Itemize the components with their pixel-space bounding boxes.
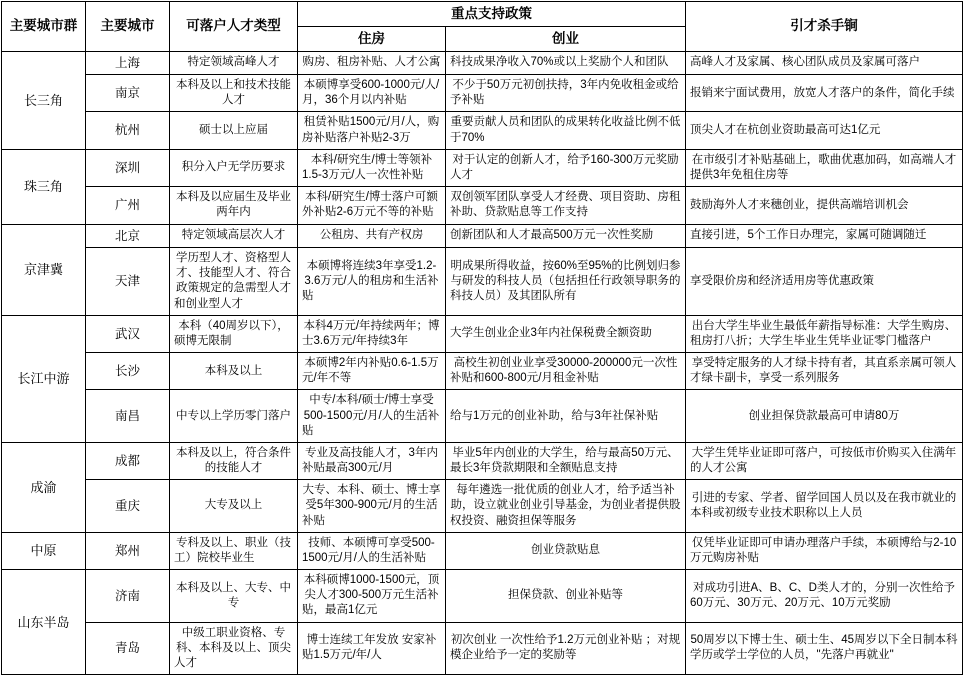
table-header-row-1 [2, 2, 963, 27]
cell-recruit-trump-card: 出台大学生毕业生最低年薪指导标准：大学生购房、租房打八折；大学生毕业生凭毕业证零门槛落户 [686, 315, 963, 352]
table-header [2, 2, 963, 52]
cell-city: 广州 [86, 187, 170, 224]
cell-housing-policy: 本科/研究生/博士落户可额外补贴2-6万元不等的补贴 [298, 187, 446, 224]
cell-recruit-trump-card: 鼓励海外人才来穗创业，提供高端培训机会 [686, 187, 963, 224]
cell-housing-policy: 博士连续工年发放 安家补贴1.5万元/年/人 [298, 622, 446, 675]
cell-city: 天津 [86, 248, 170, 316]
cell-startup-policy: 双创领军团队享受人才经费、项目资助、房租补助、贷款贴息等工作支持 [446, 187, 686, 224]
cell-talent-type: 特定领域高峰人才 [170, 51, 298, 75]
cell-cluster: 京津冀 [2, 224, 86, 315]
cell-startup-policy: 大学生创业企业3年内社保税费全额资助 [446, 315, 686, 352]
cell-recruit-trump-card: 创业担保贷款最高可申请80万 [686, 390, 963, 443]
cell-startup-policy: 毕业5年内创业的大学生，给与最高50万元、最长3年贷款期限和全额贴息支持 [446, 442, 686, 479]
cell-recruit-trump-card: 顶尖人才在杭创业资助最高可达1亿元 [686, 112, 963, 149]
cell-cluster: 珠三角 [2, 149, 86, 224]
cell-startup-policy: 明成果所得收益，按60%至95%的比例划归参与研发的科技人员（包括担任行政领导职务的科技人员）及其团队所有 [446, 248, 686, 316]
cell-talent-type: 中级工职业资格、专科、本科及以上、顶尖人才 [170, 622, 298, 675]
cell-talent-type: 专科及以上、职业（技工）院校毕业生 [170, 532, 298, 569]
cell-housing-policy: 本科4万元/年持续两年；博士3.6万元/年持续3年 [298, 315, 446, 352]
table-row [2, 51, 963, 75]
cell-talent-type: 本科及以应届生及毕业两年内 [170, 187, 298, 224]
cell-talent-type: 硕士以上应届 [170, 112, 298, 149]
cell-city: 长沙 [86, 353, 170, 390]
cell-talent-type: 学历型人才、资格型人才、技能型人才、符合政策规定的急需型人才和创业型人才 [170, 248, 298, 316]
cell-recruit-trump-card: 直接引进，5个工作日办理完，家属可随调随迁 [686, 224, 963, 248]
header-cluster: 主要城市群 [2, 2, 86, 52]
cell-recruit-trump-card: 引进的专家、学者、留学回国人员以及在我市就业的本科或初级专业技术职称以上人员 [686, 480, 963, 533]
cell-cluster: 成渝 [2, 442, 86, 532]
cell-housing-policy: 本科/研究生/博士等领补1.5-3万元/人一次性补贴 [298, 149, 446, 186]
header-housing: 住房 [298, 26, 446, 51]
cell-recruit-trump-card: 在市级引才补贴基础上，歌曲优惠加码，如高端人才提供3年免租住房等 [686, 149, 963, 186]
cell-startup-policy: 高校生初创业业享受30000-200000元一次性补贴和600-800元/月租金补贴 [446, 353, 686, 390]
table-row [2, 570, 963, 623]
table-row [2, 480, 963, 533]
table-row [2, 532, 963, 569]
cell-recruit-trump-card: 50周岁以下博士生、硕士生、45周岁以下全日制本科学历或学士学位的人员，"先落户再就业" [686, 622, 963, 675]
cell-housing-policy: 本硕博享受600-1000元/人/月，36个月以内补贴 [298, 75, 446, 112]
cell-city: 上海 [86, 51, 170, 75]
header-startup: 创业 [446, 26, 686, 51]
table-row [2, 390, 963, 443]
cell-startup-policy: 给与1万元的创业补助，给与3年社保补贴 [446, 390, 686, 443]
cell-city: 北京 [86, 224, 170, 248]
talent-policy-table [1, 1, 963, 675]
cell-housing-policy: 大专、本科、硕士、博士享受5年300-900元/月的生活补贴 [298, 480, 446, 533]
cell-recruit-trump-card: 对成功引进A、B、C、D类人才的，分别一次性给予60万元、30万元、20万元、10万元奖励 [686, 570, 963, 623]
cell-talent-type: 本科及以上 [170, 353, 298, 390]
cell-recruit-trump-card: 高峰人才及家属、核心团队成员及家属可落户 [686, 51, 963, 75]
table-row [2, 112, 963, 149]
cell-housing-policy: 本科硕博1000-1500元，顶尖人才300-500万元生活补贴，最高1亿元 [298, 570, 446, 623]
table-row [2, 442, 963, 479]
cell-recruit-trump-card: 大学生凭毕业证即可落户，可按低市价购买入住满年的人才公寓 [686, 442, 963, 479]
cell-startup-policy: 初次创业 一次性给予1.2万元创业补贴 ；对规模企业给予一定的奖励等 [446, 622, 686, 675]
cell-startup-policy: 每年遴选一批优质的创业人才，给予适当补助，设立就业创业引导基金，为创业者提供股权投资、融资担保等服务 [446, 480, 686, 533]
cell-housing-policy: 本硕博将连续3年享受1.2-3.6万元/人的租房和生活补贴 [298, 248, 446, 316]
cell-talent-type: 本科（40周岁以下），硕博无限制 [170, 315, 298, 352]
cell-startup-policy: 创新团队和人才最高500万元一次性奖励 [446, 224, 686, 248]
cell-recruit-trump-card: 仅凭毕业证即可申请办理落户手续，本硕博给与2-10万元购房补贴 [686, 532, 963, 569]
cell-recruit-trump-card: 享受特定服务的人才绿卡持有者，其直系亲属可领人才绿卡副卡，享受一系列服务 [686, 353, 963, 390]
cell-city: 南京 [86, 75, 170, 112]
cell-city: 重庆 [86, 480, 170, 533]
cell-cluster: 长三角 [2, 51, 86, 149]
cell-talent-type: 本科及以上，符合条件的技能人才 [170, 442, 298, 479]
table-body [2, 51, 963, 675]
table-row [2, 353, 963, 390]
cell-talent-type: 本科及以上、大专、中专 [170, 570, 298, 623]
cell-recruit-trump-card: 享受限价房和经济适用房等优惠政策 [686, 248, 963, 316]
cell-startup-policy: 重要贡献人员和团队的成果转化收益比例不低于70% [446, 112, 686, 149]
cell-city: 郑州 [86, 532, 170, 569]
cell-city: 武汉 [86, 315, 170, 352]
header-recruit-trump-card: 引才杀手锏 [686, 2, 963, 52]
cell-housing-policy: 本硕博2年内补贴0.6-1.5万元/年不等 [298, 353, 446, 390]
cell-housing-policy: 购房、租房补贴、人才公寓 [298, 51, 446, 75]
cell-cluster: 山东半岛 [2, 570, 86, 675]
table-row [2, 315, 963, 352]
table-row [2, 149, 963, 186]
table-row [2, 248, 963, 316]
cell-startup-policy: 对于认定的创新人才，给予160-300万元奖励人才 [446, 149, 686, 186]
cell-talent-type: 中专以上学历零门落户 [170, 390, 298, 443]
cell-startup-policy: 担保贷款、创业补贴等 [446, 570, 686, 623]
cell-startup-policy: 科技成果净收入70%或以上奖励个人和团队 [446, 51, 686, 75]
cell-housing-policy: 租赁补贴1500元/月/人，购房补贴落户补贴2-3万 [298, 112, 446, 149]
table-row [2, 187, 963, 224]
cell-talent-type: 大专及以上 [170, 480, 298, 533]
table-row [2, 622, 963, 675]
cell-city: 南昌 [86, 390, 170, 443]
table-row [2, 75, 963, 112]
cell-housing-policy: 中专/本科/硕士/博士享受500-1500元/月/人的生活补贴 [298, 390, 446, 443]
cell-city: 成都 [86, 442, 170, 479]
cell-city: 青岛 [86, 622, 170, 675]
cell-housing-policy: 公租房、共有产权房 [298, 224, 446, 248]
cell-city: 济南 [86, 570, 170, 623]
cell-housing-policy: 专业及高技能人才，3年内补贴最高300元/月 [298, 442, 446, 479]
policy-table-container [0, 1, 963, 675]
cell-city: 深圳 [86, 149, 170, 186]
cell-startup-policy: 不少于50万元初创扶持，3年内免收租金或给予补贴 [446, 75, 686, 112]
cell-housing-policy: 技师、本硕博可享受500-1500元/月/人的生活补贴 [298, 532, 446, 569]
cell-cluster: 中原 [2, 532, 86, 569]
cell-cluster: 长江中游 [2, 315, 86, 442]
cell-startup-policy: 创业贷款贴息 [446, 532, 686, 569]
cell-recruit-trump-card: 报销来宁面试费用，放宽人才落户的条件，简化手续 [686, 75, 963, 112]
header-key-support: 重点支持政策 [298, 2, 686, 27]
header-talent-type: 可落户人才类型 [170, 2, 298, 52]
cell-talent-type: 积分入户无学历要求 [170, 149, 298, 186]
cell-talent-type: 特定领域高层次人才 [170, 224, 298, 248]
header-city: 主要城市 [86, 2, 170, 52]
cell-talent-type: 本科及以上和技术技能人才 [170, 75, 298, 112]
cell-city: 杭州 [86, 112, 170, 149]
table-row [2, 224, 963, 248]
